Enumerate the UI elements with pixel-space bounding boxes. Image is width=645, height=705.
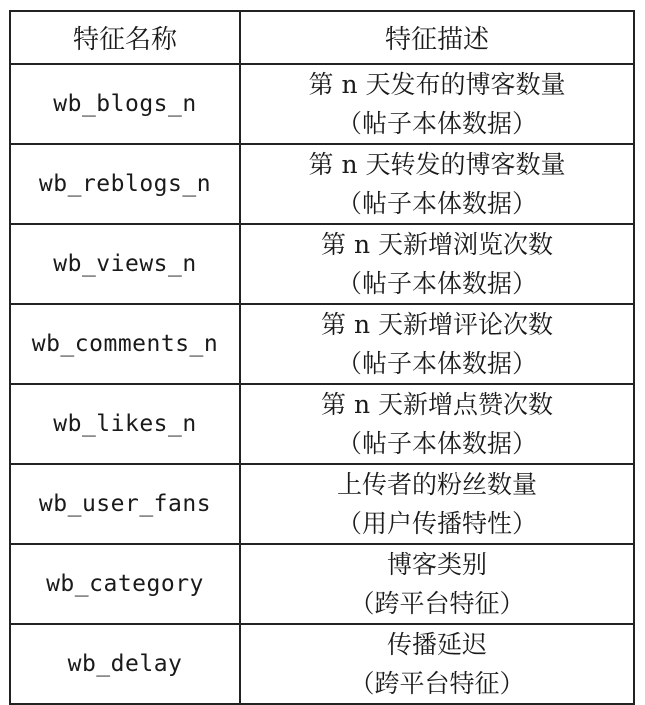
table-header-row	[10, 11, 634, 64]
description-source-line: （跨平台特征）	[349, 669, 525, 698]
table-row	[10, 304, 634, 384]
description-source-line: （帖子本体数据）	[336, 189, 537, 218]
description-line: 传播延迟	[386, 630, 487, 659]
feature-table	[9, 10, 635, 705]
feature-description-cell	[240, 64, 634, 144]
table-row	[10, 64, 634, 144]
description-source-line: （用户传播特性）	[336, 509, 537, 538]
feature-name-cell: wb_blogs_n	[10, 64, 240, 144]
feature-description-cell	[240, 384, 634, 464]
table-row	[10, 384, 634, 464]
feature-description-cell	[240, 624, 634, 704]
header-feature-description: 特征描述	[240, 11, 634, 64]
feature-description-cell	[240, 544, 634, 624]
feature-name-cell: wb_comments_n	[10, 304, 240, 384]
feature-name-cell: wb_delay	[10, 624, 240, 704]
feature-description-cell	[240, 304, 634, 384]
description-line: 第 n 天新增评论次数	[321, 310, 553, 339]
feature-name-cell: wb_reblogs_n	[10, 144, 240, 224]
feature-name-cell: wb_user_fans	[10, 464, 240, 544]
description-line: 第 n 天新增点赞次数	[321, 390, 553, 419]
description-line: 第 n 天发布的博客数量	[308, 70, 566, 99]
table-row	[10, 624, 634, 704]
header-feature-name: 特征名称	[10, 11, 240, 64]
table-row	[10, 144, 634, 224]
table-row	[10, 224, 634, 304]
description-source-line: （帖子本体数据）	[336, 269, 537, 298]
description-line: 第 n 天转发的博客数量	[308, 150, 566, 179]
feature-description-cell	[240, 464, 634, 544]
description-line: 第 n 天新增浏览次数	[321, 230, 553, 259]
feature-description-cell	[240, 144, 634, 224]
feature-name-cell: wb_category	[10, 544, 240, 624]
feature-name-cell: wb_views_n	[10, 224, 240, 304]
description-source-line: （帖子本体数据）	[336, 109, 537, 138]
description-source-line: （帖子本体数据）	[336, 349, 537, 378]
feature-name-cell: wb_likes_n	[10, 384, 240, 464]
description-line: 上传者的粉丝数量	[336, 470, 537, 499]
feature-description-cell	[240, 224, 634, 304]
description-source-line: （跨平台特征）	[349, 589, 525, 618]
table-row	[10, 464, 634, 544]
table-row	[10, 544, 634, 624]
description-line: 博客类别	[386, 550, 487, 579]
description-source-line: （帖子本体数据）	[336, 429, 537, 458]
